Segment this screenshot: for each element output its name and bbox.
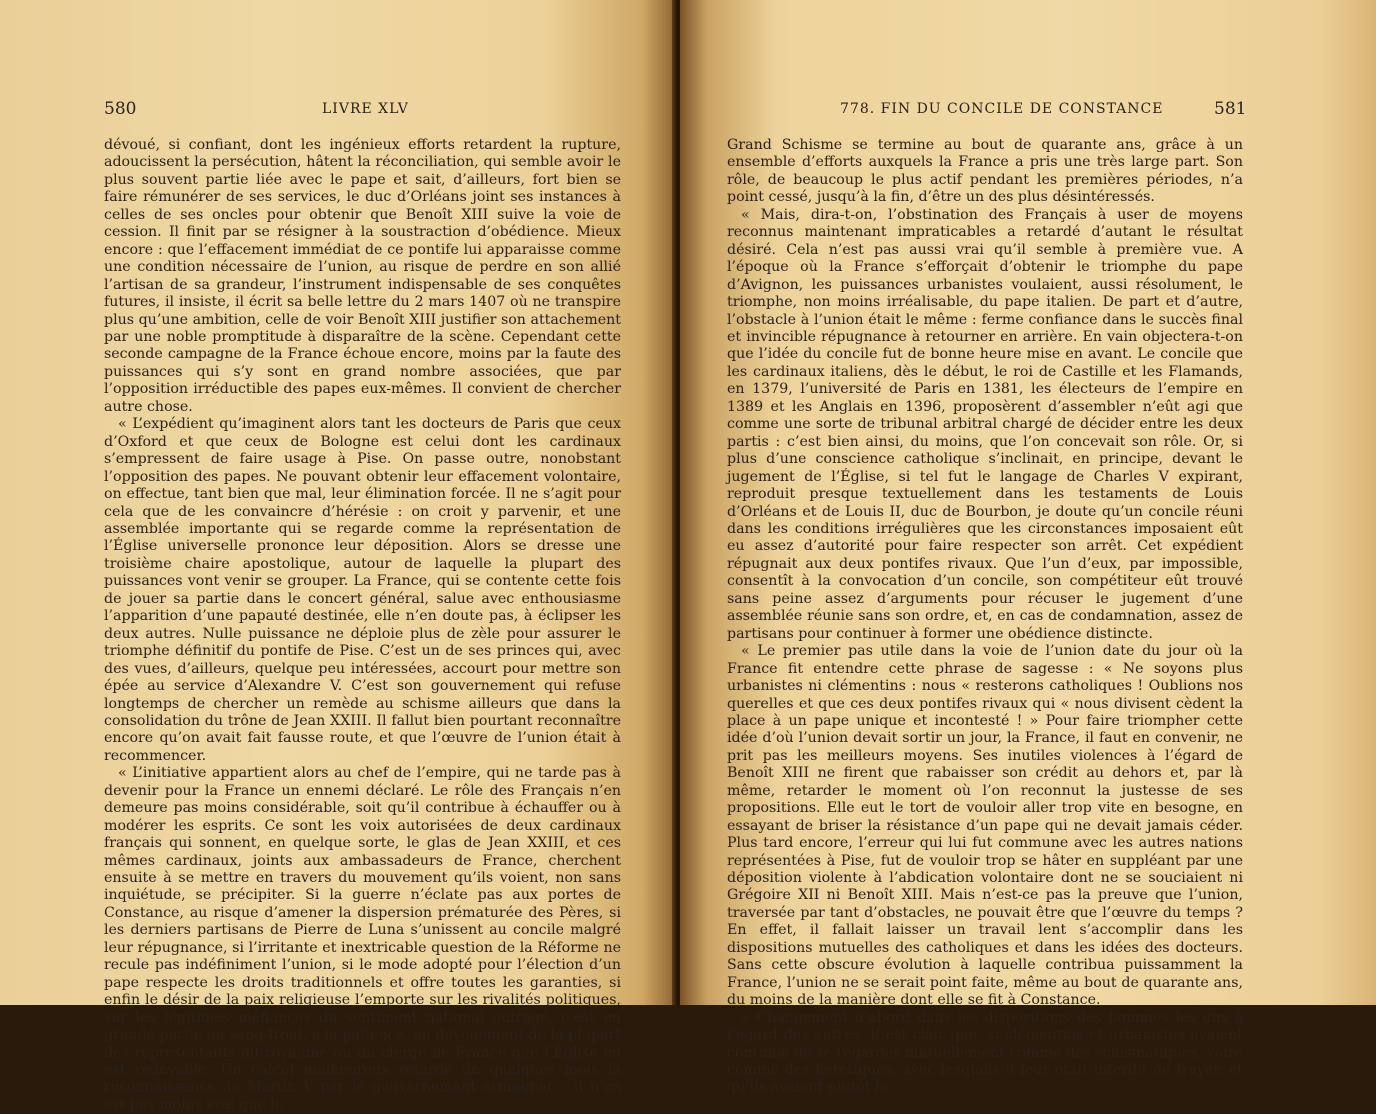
page-body	[104, 137, 621, 1114]
page-number: 581	[1214, 99, 1247, 119]
paragraph: « L’initiative appartient alors au chef de l’empire, qui ne tarde pas à devenir pour la France un ennemi déclaré. Le rôle des Français n’en demeure pas moins considérable, soit qu’il contribue à échauffer ou à modérer les esprits. Ce sont les voix autorisées de deux cardinaux français qui sonnent, en quelque sorte, le glas de Jean XXIII, et ces mêmes cardinaux, joints aux ambassadeurs de France, cherchent ensuite à se mettre en travers du mouvement qu’ils voient, non sans inquiétude, se précipiter. Si la guerre n’éclate pas aux portes de Constance, au risque d’amener la dispersion prématurée des Pères, si les derniers partisans de Pierre de Luna s’unissent au concile malgré leur répugnance, si l’irritante et inextricable question de la Réforme ne recule pas indéfiniment l’union, si le mode adopté pour l’élection d’un pape respecte les droits traditionnels et offre toutes les garanties, si enfin le désir de la paix religieuse l’emporte sur les rivalités politiques, sur les légitimes méfiances du sentiment national outragé, c’est en grande partie au sang-froid, à la patience, au dévouement de la plupart des représentants du royaume ou du clergé de France que l’Église en est redevable. Un calcul malheureux retarde de quelques mois la reconnaissance de Martin V par le gouvernement armagnac : il n’en est pas moins vrai que le	[104, 765, 621, 1113]
paragraph: « L’expédient qu’imaginent alors tant les docteurs de Paris que ceux d’Oxford et que ceux de Bologne est celui dont les cardinaux s’empressent de faire usage à Pise. On passe outre, nonobstant l’opposition des papes. Ne pouvant obtenir leur effacement volontaire, on effectue, tant bien que mal, leur élimination forcée. Il ne s’agit pour cela que de les convaincre d’hérésie : on croit y parvenir, et une assemblée importante qui se regarde comme la représentation de l’Église universelle prononce leur déposition. Alors se dresse une troisième chaire apostolique, autour de laquelle la plupart des puissances vont venir se grouper. La France, qui se contente cette fois de jouer sa partie dans le concert général, salue avec enthousiasme l’apparition d’une papauté destinée, elle n’en doute pas, à éclipser les deux autres. Nulle puissance ne déploie plus de zèle pour assurer le triomphe définitif du pontife de Pise. C’est un de ses princes qui, avec des vues, d’ailleurs, quelque peu intéressées, accourt pour mettre son épée au service d’Alexandre V. C’est son gouvernement qui refuse longtemps de chercher un remède au schisme ailleurs que dans la consolidation du trône de Jean XXIII. Il fallut bien pourtant reconnaître encore qu’on avait fait fausse route, et que l’œuvre de l’union était à recommencer.	[104, 416, 621, 764]
page-number: 580	[104, 99, 137, 119]
paragraph: « Mais, dira-t-on, l’obstination des Français à user de moyens reconnus maintenant impraticables a retardé d’autant le résultat désiré. Cela n’est pas aussi vrai qu’il semble à première vue. A l’époque où la France s’efforçait d’obtenir le triomphe du pape d’Avignon, les puissances urbanistes voulaient, aussi résolument, le triomphe, non moins irréalisable, du pape italien. De part et d’autre, l’obstacle à l’union était le même : ferme confiance dans le succès final et invincible répugnance à retourner en arrière. En vain objectera-t-on que l’idée du concile fut de bonne heure mise en avant. Le concile que les cardinaux italiens, dès le début, le roi de Castille et les Flamands, en 1379, l’université de Paris en 1381, les électeurs de l’empire en 1389 et les Anglais en 1396, proposèrent d’assembler n’eût agi que comme une sorte de tribunal arbitral chargé de décider entre les deux partis : c’est bien ainsi, du moins, que l’on concevait son rôle. Or, si plus d’une conscience catholique s’inclinait, en principe, devant le jugement de l’Église, si tel fut le langage de Charles V expirant, reproduit presque textuellement dans les testaments de Louis d’Orléans et de Louis II, duc de Bourbon, je doute qu’un concile réuni dans les conditions irrégulières que les circonstances imposaient eût eu assez d’autorité pour faire respecter son arrêt. Cet expédient répugnait aux deux pontifes rivaux. Que l’un d’eux, par impossible, consentît à la convocation d’un concile, son compétiteur eût trouvé sans peine assez d’arguments pour récuser le jugement d’une assemblée réunie sans son ordre, et, en cas de condamnation, assez de partisans pour continuer à former une obédience distincte.	[727, 206, 1243, 642]
running-head: LIVRE XLV	[322, 101, 409, 117]
right-page	[680, 0, 1376, 1096]
page-body	[727, 137, 1243, 1097]
left-page	[0, 0, 676, 1113]
paragraph: Grand Schisme se termine au bout de quarante ans, grâce à un ensemble d’efforts auxquels la France a pris une très large part. Son rôle, de beaucoup le plus actif pendant les premières périodes, n’a point cessé, jusqu’à la fin, d’être un des plus désintéressés.	[727, 137, 1243, 206]
paragraph: dévoué, si confiant, dont les ingénieux efforts retardent la rupture, adoucissent la persécution, hâtent la réconciliation, qui semble avoir le plus souvent partie liée avec le pape et sait, d’ailleurs, fort bien se faire rémunérer de ses services, le duc d’Orléans joint ses instances à celles de ses oncles pour obtenir que Benoît XIII suive la voie de cession. Il finit par se résigner à la soustraction d’obédience. Mieux encore : que l’effacement immédiat de ce pontife lui apparaisse comme une condition nécessaire de l’union, au risque de perdre en son allié l’artisan de sa grandeur, l’instrument indispensable de ses conquêtes futures, il insiste, il écrit sa belle lettre du 2 mars 1407 où ne transpire plus qu’une ambition, celle de voir Benoît XIII justifier son attachement par une noble promptitude à disparaître de la scène. Cependant cette seconde campagne de la France échoue encore, moins par la faute des puissances qui s’y sont en grand nombre associées, que par l’opposition irréductible des papes eux-mêmes. Il convient de chercher autre chose.	[104, 137, 621, 415]
paragraph: « Changement d’abord dans les dispositions des hommes les uns à l’égard des autres. Il est clair que, si clémentins et urbanistes avaient continué de se regarder mutuellement comme des schismatiques, voire comme des hérétiques, avec lesquels il leur était interdit de frayer, et qu’ils avaient plutôt le	[727, 1009, 1243, 1096]
running-head: 778. FIN DU CONCILE DE CONSTANCE	[840, 101, 1164, 117]
paragraph: « Le premier pas utile dans la voie de l’union date du jour où la France fit entendre cette phrase de sagesse : « Ne soyons plus urbanistes ni clémentins : nous « resterons catholiques ! Oublions nos querelles et que ces deux pontifes rivaux qui « nous divisent cèdent la place à un pape unique et incontesté ! » Pour faire triompher cette idée d’où l’union devait sortir un jour, la France, il faut en convenir, ne prit pas les meilleurs moyens. Ses inutiles violences à l’égard de Benoît XIII ne firent que rabaisser son crédit au dehors et, par là même, retarder le moment où l’on reconnut la justesse de ses propositions. Elle eut le tort de vouloir aller trop vite en besogne, en essayant de briser la résistance d’un pape qui ne devait jamais céder. Plus tard encore, l’erreur qui lui fut commune avec les autres nations représentées à Pise, fut de vouloir trop se hâter en suppléant par une déposition violente à l’abdication volontaire dont ne se souciaient ni Grégoire XII ni Benoît XIII. Mais n’est-ce pas la preuve que l’union, traversée par tant d’obstacles, ne pouvait être que l’œuvre du temps ? En effet, il fallait laisser un travail lent s’accomplir dans les dispositions mutuelles des catholiques et dans les idées des docteurs. Sans cette obscure évolution à laquelle contribua puissamment la France, l’union ne se serait point faite, même au bout de quarante ans, du moins de la manière dont elle se fit à Constance.	[727, 643, 1243, 1009]
